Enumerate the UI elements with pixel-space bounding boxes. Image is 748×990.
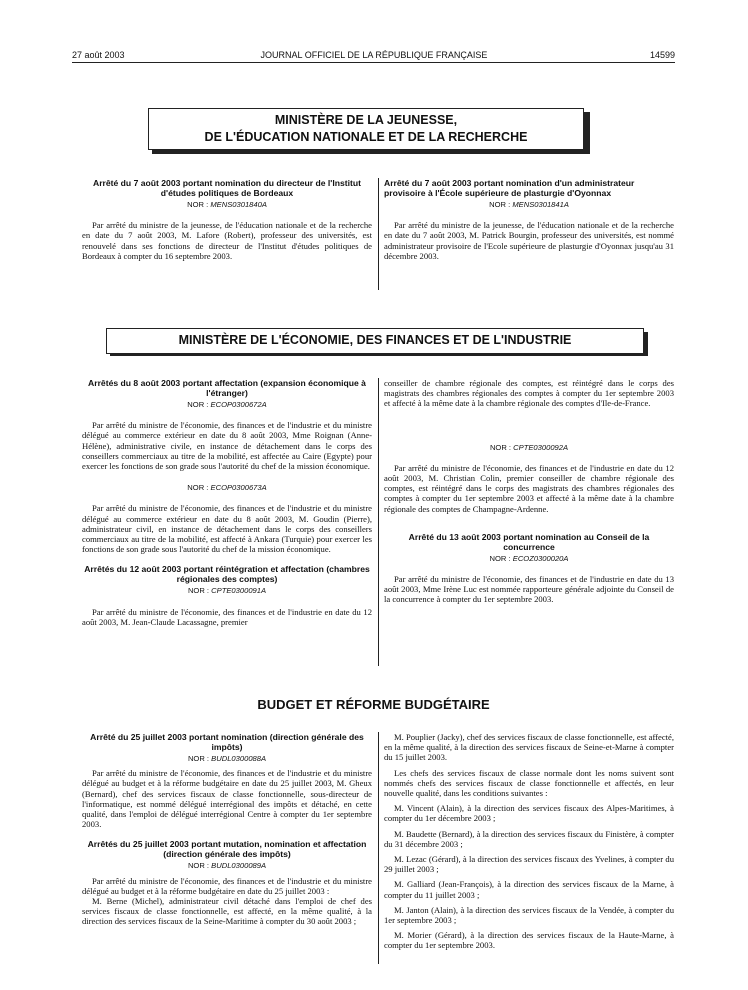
article-title: Arrêté du 13 août 2003 portant nomination au Conseil de la concurrence xyxy=(408,531,650,552)
nor-reference xyxy=(82,586,372,596)
article-title: Arrêtés du 8 août 2003 portant affectation (expansion économique à l'étranger) xyxy=(88,378,366,398)
nor-reference xyxy=(384,200,674,210)
budget-right-column xyxy=(384,732,674,951)
ministry1-line2: DE L'ÉDUCATION NATIONALE ET DE LA RECHERCHE xyxy=(204,130,528,144)
list-item: M. Galliard (Jean-François), à la direction des services fiscaux de la Marne, à compter du 11 juillet 2003 ; xyxy=(384,879,674,900)
nor-label: NOR : xyxy=(489,442,512,452)
nor-code: CPTE0300092A xyxy=(513,442,569,452)
nor-code: ECOP0300673A xyxy=(210,483,267,493)
article-body: conseiller de chambre régionale des comptes, est réintégré dans le corps des magistrats des chambres régionales des comptes à compter du 1er septembre 2003 et affecté à la même date à la chambre régionale des comptes d'Ile-de-France. xyxy=(384,378,674,409)
header-date: 27 août 2003 xyxy=(72,50,125,60)
list-item: M. Pouplier (Jacky), chef des services fiscaux de classe fonctionnelle, est affecté, en la même qualité, à la direction des services fiscaux de Seine-et-Marne à compter du 15 juillet 2003. xyxy=(384,732,674,763)
nor-reference xyxy=(82,754,372,764)
nor-code: ECOP0300672A xyxy=(210,400,267,409)
nor-label: NOR : xyxy=(187,400,209,409)
nor-code: BUDL0300089A xyxy=(211,861,267,871)
nor-label: NOR : xyxy=(187,586,210,596)
budget-left-column xyxy=(82,732,372,927)
ministry1-right-column xyxy=(384,178,674,261)
nor-code: CPTE0300091A xyxy=(211,586,267,596)
header-rule xyxy=(72,62,675,63)
nor-label: NOR : xyxy=(489,200,511,209)
ministry2-banner: MINISTÈRE DE L'ÉCONOMIE, DES FINANCES ET DE L'INDUSTRIE xyxy=(106,328,644,354)
article-title: Arrêté du 7 août 2003 portant nomination d'un administrateur provisoire à l'École supérieure de plasturgie d'Oyonnax xyxy=(384,178,635,198)
nor-label: NOR : xyxy=(187,200,209,209)
list-item: M. Morier (Gérard), à la direction des services fiscaux de la Haute-Marne, à compter du 1er septembre 2003. xyxy=(384,930,674,951)
nor-reference xyxy=(82,400,372,410)
article-body: Par arrêté du ministre de l'économie, des finances et de l'industrie en date du 13 août 2003, Mme Irène Luc est nommée rapporteure générale adjointe du Conseil de la concurrence à compter du 1er septembre 2003. xyxy=(384,574,674,605)
list-item: M. Baudette (Bernard), à la direction des services fiscaux du Finistère, à compter du 31 décembre 2003 ; xyxy=(384,828,674,849)
nor-label: NOR : xyxy=(489,553,511,563)
nor-label: NOR : xyxy=(187,483,209,493)
article-title: Arrêté du 25 juillet 2003 portant nomination (direction générale des impôts) xyxy=(90,732,364,752)
nor-reference xyxy=(384,443,674,453)
ministry1-banner xyxy=(148,108,584,150)
article-title: Arrêtés du 12 août 2003 portant réintégration et affectation (chambres régionales des comptes) xyxy=(84,564,370,585)
header-journal: JOURNAL OFFICIEL DE LA RÉPUBLIQUE FRANÇAISE xyxy=(260,50,488,60)
article-body: Par arrêté du ministre de l'économie, des finances et de l'industrie et du ministre délégué au commerce extérieur en date du 8 août 2003, Mme Roignan (Anne-Hélène), administrative civile, en instance de détachement dans le corps des conseillers commerciaux au titre de la mobilité, est affectée au Caire (Egypte) pour exercer les fonctions de son grade sous l'autorité du chef de la mission économique. xyxy=(82,420,372,472)
nor-reference xyxy=(82,861,372,871)
budget-section-title: BUDGET ET RÉFORME BUDGÉTAIRE xyxy=(257,697,490,712)
nor-label: NOR : xyxy=(187,754,210,763)
column-divider xyxy=(378,732,379,964)
article-title: Arrêtés du 25 juillet 2003 portant mutation, nomination et affectation (direction générale des impôts) xyxy=(87,839,367,860)
nor-code: MENS0301840A xyxy=(210,200,267,209)
ministry2-left-column xyxy=(82,378,372,627)
nor-reference xyxy=(384,554,674,564)
nor-label: NOR : xyxy=(187,861,210,871)
article-body: Par arrêté du ministre de l'économie, des finances et de l'industrie et du ministre délégué au budget et à la réforme budgétaire en date du 25 juillet 2003, M. Gheux (Bernard), chef des services fiscaux de classe fonctionnelle, sous-directeur de l'informatique, est nommé délégué interrégional des impôts et détaché, en cette qualité, dans l'emploi de délégué interrégional Centre à compter du 1er septembre 2003. xyxy=(82,768,372,830)
column-divider xyxy=(378,178,379,290)
list-item: M. Lezac (Gérard), à la direction des services fiscaux des Yvelines, à compter du 29 juillet 2003 ; xyxy=(384,854,674,875)
column-divider xyxy=(378,378,379,666)
list-item: M. Janton (Alain), à la direction des services fiscaux de la Vendée, à compter du 1er septembre 2003 ; xyxy=(384,904,674,926)
ministry1-line1: MINISTÈRE DE LA JEUNESSE, xyxy=(274,113,458,127)
list-item: M. Vincent (Alain), à la direction des services fiscaux des Alpes-Maritimes, à compter du 1er décembre 2003 ; xyxy=(384,803,674,824)
article-body: Par arrêté du ministre de l'économie, des finances et de l'industrie et du ministre délégué au budget et à la réforme budgétaire en date du 25 juillet 2003 : xyxy=(82,875,372,896)
nor-reference xyxy=(82,200,372,210)
ministry2-right-column xyxy=(384,378,674,605)
article-body: Par arrêté du ministre de l'économie, des finances et de l'industrie en date du 12 août 2003, M. Jean-Claude Lacassagne, premier xyxy=(82,606,372,627)
article-body: Par arrêté du ministre de l'économie, des finances et de l'industrie et du ministre délégué au commerce extérieur en date du 8 août 2003, M. Goudin (Pierre), administrateur civil, en instance de détachement dans le corps des conseillers commerciaux au titre de la mobilité, est affecté à Ankara (Turquie) pour exercer les fonctions de son grade sous l'autorité du chef de la mission économique. xyxy=(82,503,372,555)
nor-code: ECOZ0300020A xyxy=(512,553,569,563)
ministry1-left-column xyxy=(82,178,372,261)
list-item: Les chefs des services fiscaux de classe normale dont les noms suivent sont nommés chefs des services fiscaux de classe fonctionnelle et affectés, en leur nouvelle qualité, dans les conditions suivantes : xyxy=(384,767,674,799)
nor-code: BUDL0300088A xyxy=(211,754,267,763)
nor-reference xyxy=(82,483,372,493)
article-body: Par arrêté du ministre de l'économie, des finances et de l'industrie en date du 12 août 2003, M. Christian Colin, premier conseiller de chambre régionale des comptes, est réintégré dans le corps des magistrats des chambres régionales des comptes à compter du 1er septembre 2003 et affecté à la même date à la chambre régionale des comptes de Champagne-Ardenne. xyxy=(384,462,674,514)
article-body: Par arrêté du ministre de la jeunesse, de l'éducation nationale et de la recherche en date du 7 août 2003, M. Patrick Bourgin, professeur des universités, est nommé administrateur provisoire de l'Ecole supérieure de plasturgie d'Oyonnax jusqu'au 31 décembre 2003. xyxy=(384,220,674,261)
nor-code: MENS0301841A xyxy=(512,200,569,209)
article-title: Arrêté du 7 août 2003 portant nomination du directeur de l'Institut d'études politiques de Bordeaux xyxy=(92,178,361,198)
header-page-number: 14599 xyxy=(649,50,675,60)
article-body: M. Berne (Michel), administrateur civil détaché dans l'emploi de chef des services fiscaux de classe fonctionnelle, est affecté, en la même qualité, à la direction des services fiscaux de la Seine-Maritime à compter du 30 août 2003 ; xyxy=(82,896,372,927)
article-body: Par arrêté du ministre de la jeunesse, de l'éducation nationale et de la recherche en date du 7 août 2003, M. Lafore (Robert), professeur des universités, est renouvelé dans ses fonctions de directeur de l'Institut d'études politiques de Bordeaux à compter du 16 septembre 2003. xyxy=(82,220,372,261)
